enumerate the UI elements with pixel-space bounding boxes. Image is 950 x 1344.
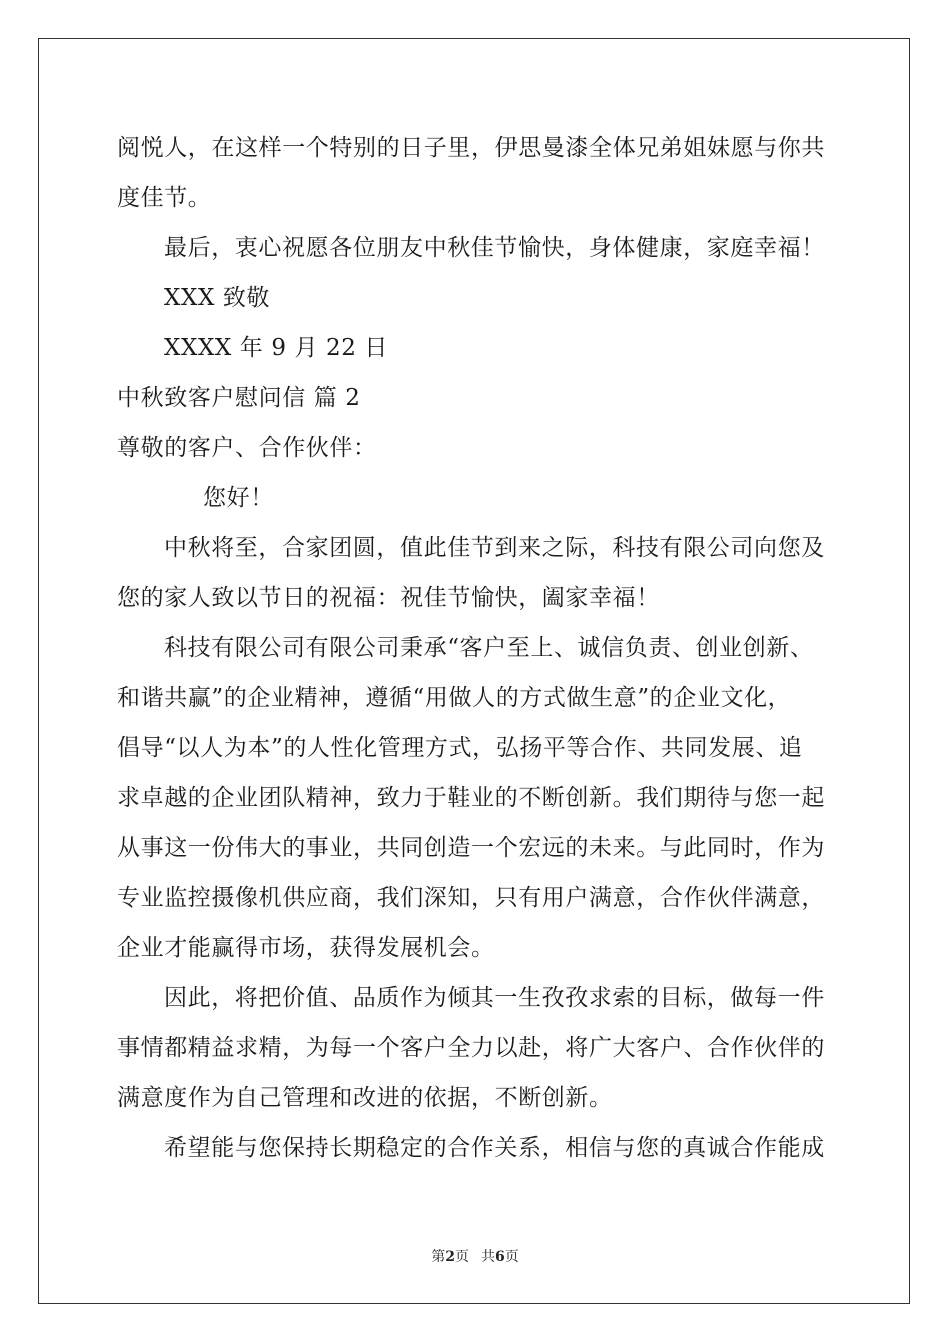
salutation: 尊敬的客户、合作伙伴： [117, 435, 377, 461]
page-prefix: 第 [431, 1249, 446, 1265]
paragraph-line: 中秋将至，合家团圆，值此佳节到来之际，科技有限公司向您及 [164, 535, 825, 561]
paragraph-line: 企业才能赢得市场，获得发展机会。 [117, 935, 495, 961]
page-suffix: 页 [455, 1249, 469, 1265]
paragraph-line: 您的家人致以节日的祝福：祝佳节愉快，阖家幸福！ [117, 585, 660, 611]
page-number: 2 [445, 1249, 455, 1265]
paragraph-line: 阅悦人，在这样一个特别的日子里，伊思曼漆全体兄弟姐妹愿与你共 [117, 135, 825, 161]
page-border [38, 38, 910, 1304]
paragraph-line: 最后，衷心祝愿各位朋友中秋佳节愉快，身体健康，家庭幸福！ [164, 235, 825, 261]
total-suffix: 页 [504, 1249, 519, 1265]
paragraph-line: 从事这一份伟大的事业，共同创造一个宏远的未来。与此同时，作为 [117, 835, 825, 861]
paragraph-line: 满意度作为自己管理和改进的依据，不断创新。 [117, 1085, 613, 1111]
page-footer [0, 1248, 950, 1266]
section-title: 中秋致客户慰问信 篇 2 [117, 385, 361, 411]
paragraph-line: 科技有限公司有限公司秉承“客户至上、诚信负责、创业创新、 [164, 635, 814, 661]
paragraph-line: 求卓越的企业团队精神，致力于鞋业的不断创新。我们期待与您一起 [117, 785, 825, 811]
paragraph-line: 倡导“以人为本”的人性化管理方式，弘扬平等合作、共同发展、追 [117, 735, 803, 761]
total-pages: 6 [495, 1249, 505, 1265]
paragraph-line: 度佳节。 [117, 185, 212, 211]
total-prefix: 共 [481, 1249, 495, 1265]
paragraph-line: 专业监控摄像机供应商，我们深知，只有用户满意，合作伙伴满意， [117, 885, 825, 911]
signature-line: XXX 致敬 [164, 285, 271, 311]
greeting: 您好！ [203, 485, 274, 511]
paragraph-line: 希望能与您保持长期稳定的合作关系，相信与您的真诚合作能成 [164, 1135, 825, 1161]
paragraph-line: 因此，将把价值、品质作为倾其一生孜孜求索的目标，做每一件 [164, 985, 825, 1011]
date-line: XXXX 年 9 月 22 日 [164, 335, 388, 361]
paragraph-line: 事情都精益求精，为每一个客户全力以赴，将广大客户、合作伙伴的 [117, 1035, 825, 1061]
paragraph-line: 和谐共赢”的企业精神，遵循“用做人的方式做生意”的企业文化， [117, 685, 792, 711]
